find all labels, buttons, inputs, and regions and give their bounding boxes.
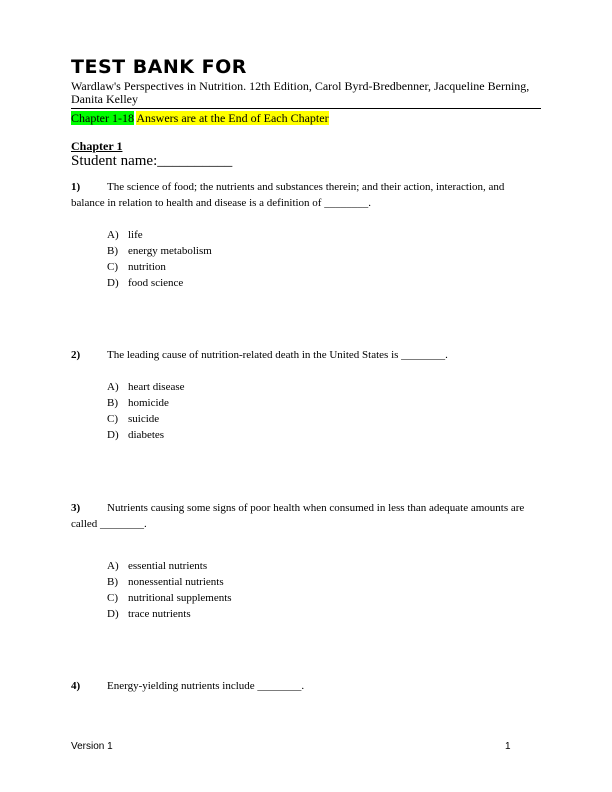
option-c: C) suicide [107, 413, 160, 425]
option-a: A) heart disease [107, 381, 185, 393]
answers-note-highlight: Answers are at the End of Each Chapter [136, 111, 329, 125]
option-d: D) trace nutrients [107, 608, 191, 620]
option-a: A) essential nutrients [107, 560, 208, 572]
option-c: C) nutrition [107, 261, 166, 273]
question-text: The science of food; the nutrients and substances therein; and their action, interaction, and balance in relation to health and disease is a definition of ________. [71, 181, 505, 209]
question-text: The leading cause of nutrition-related death in the United States is ________. [107, 349, 448, 361]
chapters-note [71, 111, 329, 125]
question-number: 1) [71, 181, 81, 193]
question-1-options [107, 227, 212, 291]
question-2-options [107, 379, 185, 443]
question-number: 3) [71, 502, 81, 514]
question-text: Energy-yielding nutrients include ________. [107, 680, 305, 692]
question-2 [71, 347, 526, 363]
header-divider [71, 108, 541, 109]
question-1 [71, 179, 526, 211]
footer-page-number: 1 [505, 741, 511, 752]
footer-version: Version 1 [71, 741, 113, 752]
book-citation: Wardlaw's Perspectives in Nutrition. 12th Edition, Carol Byrd-Bredbenner, Jacqueline Berning, Danita Kelley [71, 79, 530, 106]
document-title: TEST BANK FOR [71, 56, 247, 78]
option-b: B) energy metabolism [107, 245, 212, 257]
question-text: Nutrients causing some signs of poor health when consumed in less than adequate amounts are called ________. [71, 502, 525, 530]
question-4 [71, 678, 526, 694]
option-d: D) food science [107, 277, 184, 289]
student-name-field: Student name:__________ [71, 153, 233, 169]
option-d: D) diabetes [107, 429, 165, 441]
question-3-options [107, 558, 232, 622]
question-number: 4) [71, 680, 81, 692]
option-b: B) homicide [107, 397, 169, 409]
option-a: A) life [107, 229, 143, 241]
question-number: 2) [71, 349, 81, 361]
chapters-range-highlight: Chapter 1-18 [71, 111, 134, 125]
option-b: B) nonessential nutrients [107, 576, 224, 588]
chapter-heading: Chapter 1 [71, 139, 123, 153]
option-c: C) nutritional supplements [107, 592, 232, 604]
question-3 [71, 500, 526, 532]
